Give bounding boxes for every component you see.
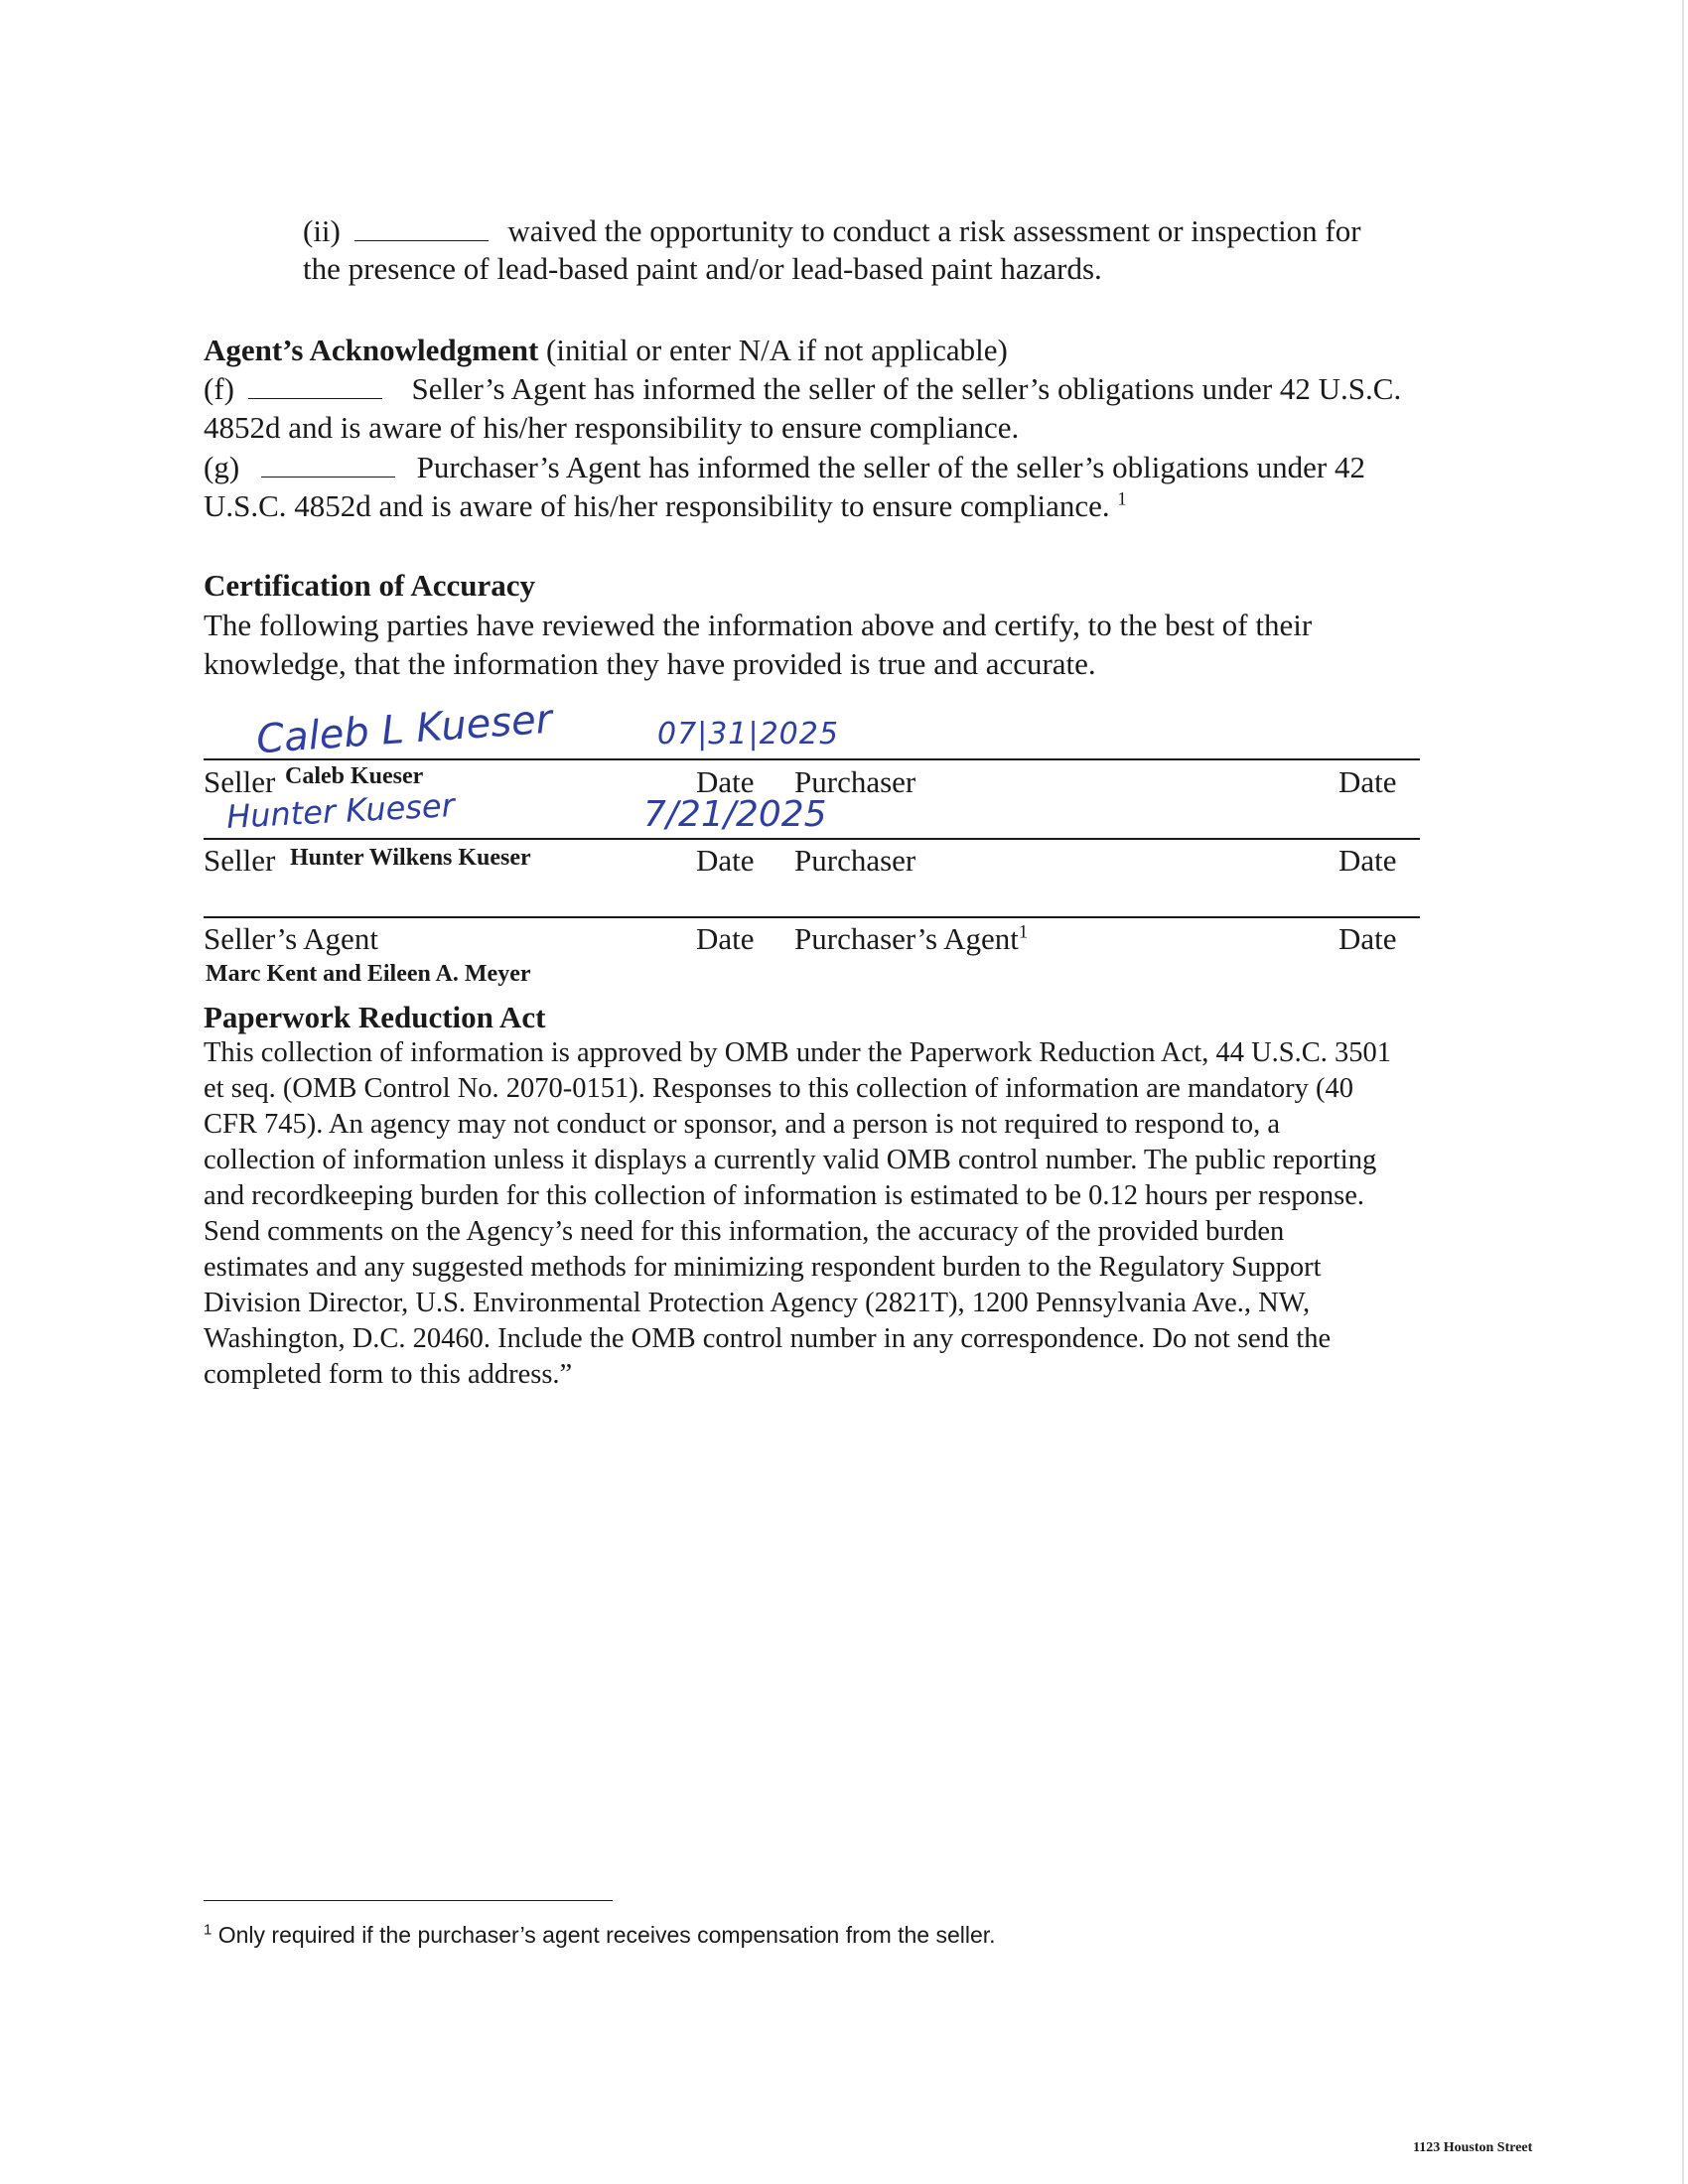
handwritten-date-1: 07|31|2025 [657, 717, 839, 751]
item-ii-line2: the presence of lead-based paint and/or lead-based paint hazards. [303, 251, 1102, 286]
item-g-line2-row [204, 487, 1127, 525]
signature-line-1 [204, 758, 1420, 760]
purchasers-agent-label: Purchaser’s Agent [794, 921, 1019, 956]
seller-name-1: Caleb Kueser [285, 763, 424, 789]
sellers-agent-label: Seller’s Agent [204, 921, 378, 956]
item-ii [303, 212, 1361, 250]
signature-line-2 [204, 838, 1420, 840]
item-ii-marker: (ii) [303, 213, 341, 248]
purchasers-agent-footnote-ref: 1 [1018, 921, 1029, 943]
item-g-line1: Purchaser’s Agent has informed the seller of the seller’s obligations under 42 [416, 450, 1365, 484]
purchasers-agent-date-label: Date [1338, 921, 1397, 956]
pra-heading: Paperwork Reduction Act [204, 1000, 546, 1034]
initials-blank-f[interactable] [248, 372, 382, 399]
seller-label-1: Seller [204, 764, 276, 799]
handwritten-date-2: 7/21/2025 [643, 794, 827, 835]
sellers-agent-name: Marc Kent and Eileen A. Meyer [206, 961, 531, 987]
initials-blank-g[interactable] [261, 451, 395, 478]
purchaser-date-label-1: Date [1338, 764, 1397, 799]
pra-line: collection of information unless it displays a currently valid OMB control number. The public reporting [204, 1145, 1377, 1175]
date-label-2: Date [696, 843, 755, 878]
pra-line: Washington, D.C. 20460. Include the OMB control number in any correspondence. Do not send the [204, 1323, 1332, 1354]
agent-ack-heading: Agent’s Acknowledgment [204, 333, 539, 367]
date-label-1: Date [696, 764, 755, 799]
agent-ack-heading-row [204, 332, 1008, 369]
item-f-marker: (f) [204, 371, 234, 406]
initials-blank-ii[interactable] [354, 214, 489, 241]
pra-line: completed form to this address.” [204, 1359, 573, 1390]
scan-edge [1682, 0, 1684, 2184]
pra-line: Division Director, U.S. Environmental Protection Agency (2821T), 1200 Pennsylvania Ave., NW, [204, 1288, 1311, 1318]
purchaser-label-2: Purchaser [794, 843, 916, 878]
item-g [204, 449, 1365, 486]
pra-line: estimates and any suggested methods for minimizing respondent burden to the Regulatory Support [204, 1252, 1322, 1283]
certification-heading: Certification of Accuracy [204, 568, 535, 603]
purchaser-label-1: Purchaser [794, 764, 916, 799]
agent-ack-note: (initial or enter N/A if not applicable) [546, 333, 1008, 367]
item-f [204, 370, 1401, 408]
footnote [204, 1922, 996, 1949]
footnote-separator [204, 1900, 613, 1901]
footnote-marker: 1 [204, 1921, 212, 1939]
purchasers-agent-label-row [794, 921, 1028, 957]
footnote-ref: 1 [1117, 488, 1127, 510]
seller-name-2: Hunter Wilkens Kueser [290, 845, 531, 871]
footnote-text: Only required if the purchaser’s agent receives compensation from the seller. [217, 1922, 996, 1948]
pra-line: and recordkeeping burden for this collection of information is estimated to be 0.12 hours per response. [204, 1180, 1364, 1211]
footer-address: 1123 Houston Street [1413, 2140, 1533, 2155]
handwritten-signature-1: Caleb L Kueser [254, 696, 554, 763]
pra-line: This collection of information is approved by OMB under the Paperwork Reduction Act, 44 U.S.C. 3501 [204, 1037, 1392, 1068]
pra-body [204, 1035, 1391, 1393]
pra-line: CFR 745). An agency may not conduct or sponsor, and a person is not required to respond to, a [204, 1109, 1281, 1140]
item-f-line1: Seller’s Agent has informed the seller of the seller’s obligations under 42 U.S.C. [411, 371, 1402, 406]
certification-line2: knowledge, that the information they have provided is true and accurate. [204, 646, 1096, 681]
item-ii-line1: waived the opportunity to conduct a risk assessment or inspection for [507, 213, 1361, 248]
item-f-line2: 4852d and is aware of his/her responsibility to ensure compliance. [204, 410, 1020, 445]
handwritten-signature-2: Hunter Kueser [225, 786, 456, 836]
date-label-3: Date [696, 921, 755, 956]
pra-line: et seq. (OMB Control No. 2070-0151). Responses to this collection of information are mandatory (40 [204, 1073, 1354, 1104]
certification-line1: The following parties have reviewed the information above and certify, to the best of their [204, 608, 1313, 642]
item-g-line2: U.S.C. 4852d and is aware of his/her responsibility to ensure compliance. [204, 488, 1110, 523]
item-g-marker: (g) [204, 450, 240, 484]
signature-line-3 [204, 916, 1420, 918]
purchaser-date-label-2: Date [1338, 843, 1397, 878]
seller-label-2: Seller [204, 843, 276, 878]
pra-line: Send comments on the Agency’s need for this information, the accuracy of the provided burden [204, 1216, 1285, 1247]
